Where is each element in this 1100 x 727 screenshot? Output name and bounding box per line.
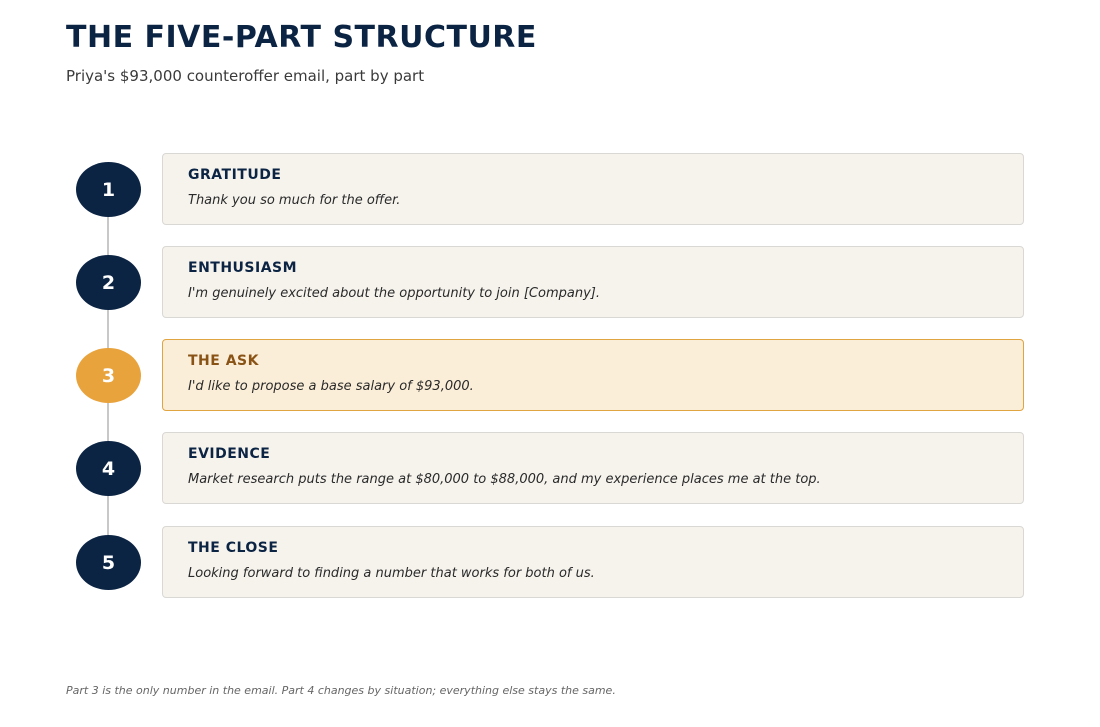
step-title: EVIDENCE <box>188 446 271 462</box>
step-the-ask <box>0 339 1100 413</box>
step-number-badge: 1 <box>76 162 141 217</box>
step-card <box>162 526 1024 598</box>
step-text: I'm genuinely excited about the opportunity to join [Company]. <box>188 286 600 301</box>
step-title: GRATITUDE <box>188 167 282 183</box>
step-text: I'd like to propose a base salary of $93,000. <box>188 379 474 394</box>
step-card <box>162 246 1024 318</box>
step-title: ENTHUSIASM <box>188 260 298 276</box>
step-card-highlighted <box>162 339 1024 411</box>
page-title: THE FIVE-PART STRUCTURE <box>66 20 537 55</box>
footnote: Part 3 is the only number in the email. Part 4 changes by situation; everything else stays the same. <box>66 684 616 697</box>
step-card <box>162 432 1024 504</box>
step-number-badge: 4 <box>76 441 141 496</box>
step-card <box>162 153 1024 225</box>
step-text: Thank you so much for the offer. <box>188 193 401 208</box>
step-text: Market research puts the range at $80,000 to $88,000, and my experience places me at the top. <box>188 472 821 487</box>
step-text: Looking forward to finding a number that works for both of us. <box>188 566 595 581</box>
step-title: THE CLOSE <box>188 540 279 556</box>
step-gratitude <box>0 153 1100 227</box>
step-the-close <box>0 526 1100 600</box>
step-enthusiasm <box>0 246 1100 320</box>
step-title: THE ASK <box>188 353 259 369</box>
step-number-badge: 2 <box>76 255 141 310</box>
page-subtitle: Priya's $93,000 counteroffer email, part by part <box>66 67 425 85</box>
step-number-badge: 5 <box>76 535 141 590</box>
step-number-badge: 3 <box>76 348 141 403</box>
step-evidence <box>0 432 1100 506</box>
